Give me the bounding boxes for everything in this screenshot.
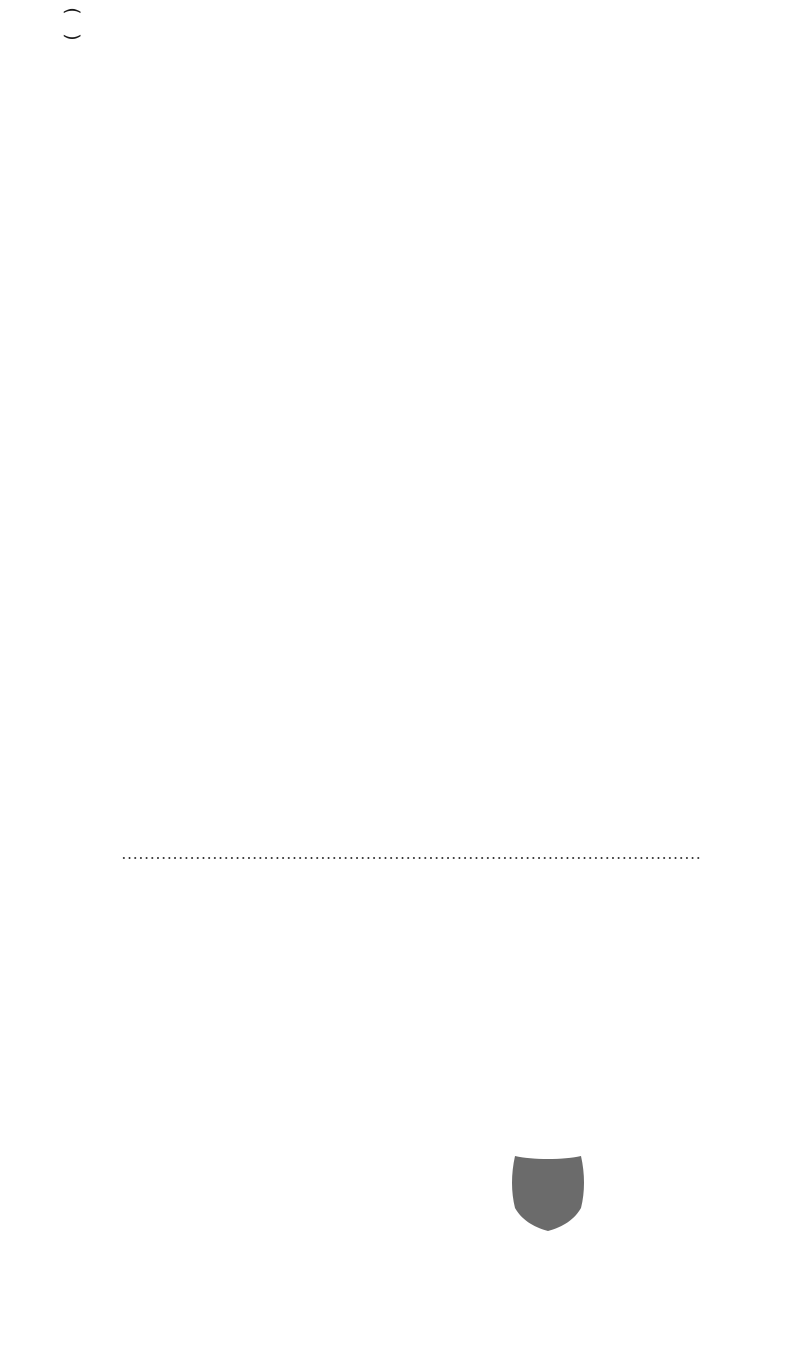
chapter-10-heading[interactable] — [111, 496, 127, 526]
spine-paren-open: ( — [61, 7, 84, 15]
chapter-9-heading[interactable] — [111, 182, 127, 212]
spine-paren-close: ) — [61, 33, 84, 41]
book-spine — [55, 0, 91, 44]
chapter-number-badge — [509, 1152, 587, 1232]
dot-leader — [121, 857, 700, 859]
toc-entry-references[interactable] — [111, 842, 740, 870]
shield-badge-icon — [509, 1152, 587, 1232]
